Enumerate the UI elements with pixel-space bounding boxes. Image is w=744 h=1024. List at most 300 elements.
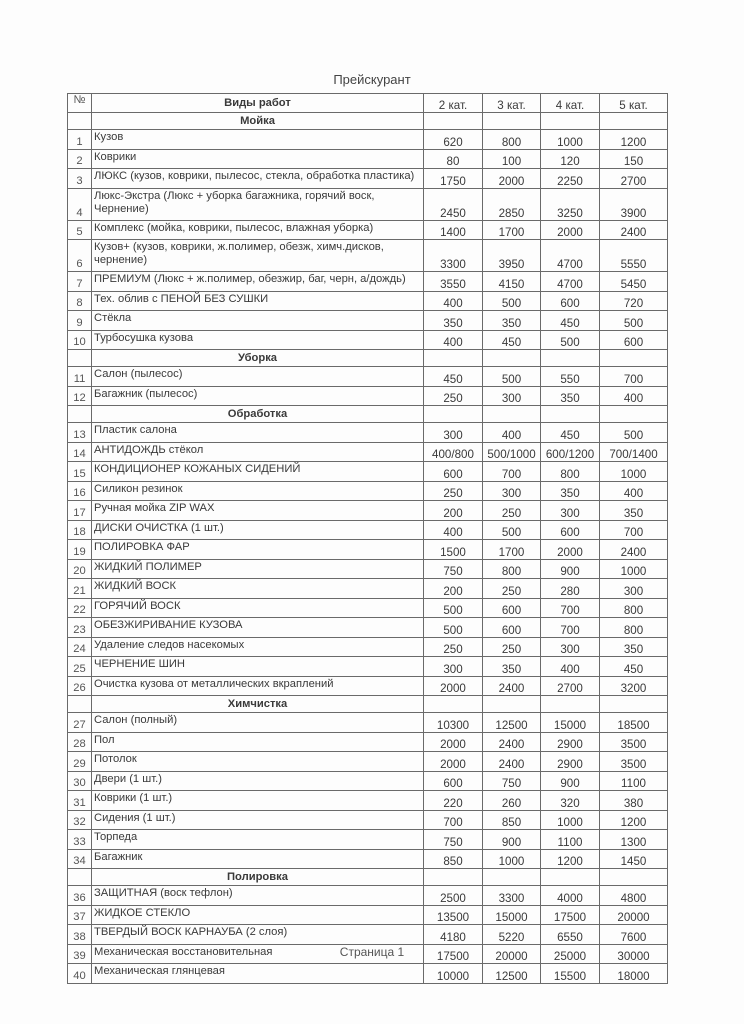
table-row xyxy=(68,925,668,945)
row-number: 34 xyxy=(68,849,92,869)
row-number: 39 xyxy=(68,944,92,964)
price-category-5: 3900 xyxy=(600,188,668,220)
price-category-2: 500 xyxy=(424,598,483,618)
price-category-4: 4700 xyxy=(541,240,600,272)
price-category-5: 300 xyxy=(600,579,668,599)
price-category-4: 600 xyxy=(541,520,600,540)
page-footer: Страница 1 xyxy=(339,945,405,959)
price-category-4: 280 xyxy=(541,579,600,599)
price-category-5: 720 xyxy=(600,291,668,311)
price-category-5: 700 xyxy=(600,367,668,387)
price-category-3: 3300 xyxy=(483,886,541,906)
price-category-3: 800 xyxy=(483,130,541,150)
price-category-5: 700/1400 xyxy=(600,442,668,462)
section-empty-cell xyxy=(541,869,600,886)
table-row xyxy=(68,964,668,984)
service-name: КОНДИЦИОНЕР КОЖАНЫХ СИДЕНИЙ xyxy=(92,462,424,482)
price-category-5: 3500 xyxy=(600,752,668,772)
table-row xyxy=(68,540,668,560)
service-name: Механическая глянцевая xyxy=(92,964,424,984)
price-category-5: 800 xyxy=(600,598,668,618)
price-category-2: 13500 xyxy=(424,905,483,925)
section-empty-cell xyxy=(541,350,600,367)
table-row xyxy=(68,462,668,482)
price-category-3: 20000 xyxy=(483,944,541,964)
header-service: Виды работ xyxy=(92,94,424,113)
price-category-4: 800 xyxy=(541,462,600,482)
row-number: 24 xyxy=(68,637,92,657)
table-row xyxy=(68,618,668,638)
price-category-4: 2250 xyxy=(541,169,600,189)
row-number: 40 xyxy=(68,964,92,984)
price-category-4: 300 xyxy=(541,501,600,521)
price-category-3: 3950 xyxy=(483,240,541,272)
service-name: Тех. облив с ПЕНОЙ БЕЗ СУШКИ xyxy=(92,291,424,311)
section-title: Полировка xyxy=(92,869,424,886)
section-title: Химчистка xyxy=(92,696,424,713)
section-row xyxy=(68,406,668,423)
price-category-2: 3550 xyxy=(424,272,483,292)
price-category-2: 400 xyxy=(424,330,483,350)
price-category-2: 2000 xyxy=(424,752,483,772)
price-category-5: 18000 xyxy=(600,964,668,984)
price-category-5: 400 xyxy=(600,386,668,406)
price-category-4: 400 xyxy=(541,657,600,677)
header-number: № xyxy=(68,94,92,113)
price-category-2: 4180 xyxy=(424,925,483,945)
section-empty-cell xyxy=(483,350,541,367)
service-name: ЛЮКС (кузов, коврики, пылесос, стекла, обработка пластика) xyxy=(92,169,424,189)
table-row xyxy=(68,272,668,292)
section-empty-cell xyxy=(483,869,541,886)
price-category-4: 1100 xyxy=(541,830,600,850)
price-category-3: 600 xyxy=(483,598,541,618)
row-number: 18 xyxy=(68,520,92,540)
section-empty-cell xyxy=(541,113,600,130)
price-category-2: 620 xyxy=(424,130,483,150)
price-category-4: 25000 xyxy=(541,944,600,964)
row-number: 7 xyxy=(68,272,92,292)
service-name: ОБЕЗЖИРИВАНИЕ КУЗОВА xyxy=(92,618,424,638)
price-category-2: 250 xyxy=(424,637,483,657)
row-number: 17 xyxy=(68,501,92,521)
row-number: 28 xyxy=(68,732,92,752)
row-number: 10 xyxy=(68,330,92,350)
table-row xyxy=(68,886,668,906)
row-number: 12 xyxy=(68,386,92,406)
price-category-2: 350 xyxy=(424,311,483,331)
price-category-5: 2400 xyxy=(600,220,668,240)
price-category-3: 500 xyxy=(483,367,541,387)
section-empty-cell xyxy=(483,113,541,130)
price-category-3: 700 xyxy=(483,462,541,482)
price-category-5: 500 xyxy=(600,311,668,331)
price-category-2: 1750 xyxy=(424,169,483,189)
price-category-4: 900 xyxy=(541,559,600,579)
service-name: Торпеда xyxy=(92,830,424,850)
price-category-3: 250 xyxy=(483,579,541,599)
price-category-3: 1700 xyxy=(483,540,541,560)
price-category-4: 450 xyxy=(541,423,600,443)
price-category-3: 500/1000 xyxy=(483,442,541,462)
service-name: ЖИДКИЙ ВОСК xyxy=(92,579,424,599)
price-category-3: 2850 xyxy=(483,188,541,220)
section-title: Уборка xyxy=(92,350,424,367)
section-empty-cell xyxy=(541,406,600,423)
header-category-5: 5 кат. xyxy=(600,94,668,113)
price-category-3: 260 xyxy=(483,791,541,811)
price-category-4: 2000 xyxy=(541,220,600,240)
table-row xyxy=(68,149,668,169)
service-name: ДИСКИ ОЧИСТКА (1 шт.) xyxy=(92,520,424,540)
price-category-5: 1200 xyxy=(600,130,668,150)
price-category-3: 2400 xyxy=(483,732,541,752)
price-category-3: 600 xyxy=(483,618,541,638)
row-number: 13 xyxy=(68,423,92,443)
price-category-5: 5450 xyxy=(600,272,668,292)
price-category-3: 900 xyxy=(483,830,541,850)
price-category-2: 250 xyxy=(424,386,483,406)
service-name: Удаление следов насекомых xyxy=(92,637,424,657)
service-name: ЧЕРНЕНИЕ ШИН xyxy=(92,657,424,677)
price-category-4: 15000 xyxy=(541,713,600,733)
price-category-5: 350 xyxy=(600,501,668,521)
price-category-4: 350 xyxy=(541,481,600,501)
price-category-3: 2400 xyxy=(483,676,541,696)
table-row xyxy=(68,810,668,830)
section-empty-cell xyxy=(424,113,483,130)
price-table-body xyxy=(68,113,668,984)
price-category-2: 400/800 xyxy=(424,442,483,462)
price-category-3: 4150 xyxy=(483,272,541,292)
price-category-2: 700 xyxy=(424,810,483,830)
row-number: 25 xyxy=(68,657,92,677)
price-category-5: 1100 xyxy=(600,771,668,791)
service-name: Механическая восстановительная xyxy=(92,944,424,964)
price-category-3: 12500 xyxy=(483,713,541,733)
price-category-5: 150 xyxy=(600,149,668,169)
price-category-5: 2400 xyxy=(600,540,668,560)
service-name: Кузов+ (кузов, коврики, ж.полимер, обезж, химч.дисков, чернение) xyxy=(92,240,424,272)
table-row xyxy=(68,579,668,599)
service-name: Пол xyxy=(92,732,424,752)
price-category-2: 80 xyxy=(424,149,483,169)
section-empty-cell xyxy=(600,696,668,713)
table-row xyxy=(68,752,668,772)
row-number: 16 xyxy=(68,481,92,501)
price-category-4: 1000 xyxy=(541,130,600,150)
price-category-4: 4700 xyxy=(541,272,600,292)
table-row xyxy=(68,367,668,387)
row-number: 27 xyxy=(68,713,92,733)
row-number: 22 xyxy=(68,598,92,618)
row-number: 5 xyxy=(68,220,92,240)
price-category-3: 450 xyxy=(483,330,541,350)
table-row xyxy=(68,791,668,811)
row-number: 8 xyxy=(68,291,92,311)
price-category-2: 600 xyxy=(424,462,483,482)
table-row xyxy=(68,291,668,311)
section-empty-cell xyxy=(424,350,483,367)
service-name: Салон (полный) xyxy=(92,713,424,733)
price-category-3: 250 xyxy=(483,501,541,521)
price-category-5: 1200 xyxy=(600,810,668,830)
row-number: 9 xyxy=(68,311,92,331)
price-category-4: 4000 xyxy=(541,886,600,906)
price-category-3: 300 xyxy=(483,386,541,406)
price-category-5: 450 xyxy=(600,657,668,677)
price-category-3: 850 xyxy=(483,810,541,830)
service-name: Сидения (1 шт.) xyxy=(92,810,424,830)
price-category-2: 200 xyxy=(424,501,483,521)
service-name: Люкс-Экстра (Люкс + уборка багажника, горячий воск, Чернение) xyxy=(92,188,424,220)
section-row xyxy=(68,696,668,713)
price-category-3: 2400 xyxy=(483,752,541,772)
price-category-4: 17500 xyxy=(541,905,600,925)
price-category-5: 800 xyxy=(600,618,668,638)
price-category-2: 2500 xyxy=(424,886,483,906)
price-category-5: 4800 xyxy=(600,886,668,906)
price-category-4: 700 xyxy=(541,618,600,638)
section-empty-cell xyxy=(483,406,541,423)
price-category-5: 500 xyxy=(600,423,668,443)
price-category-2: 220 xyxy=(424,791,483,811)
row-number: 38 xyxy=(68,925,92,945)
price-category-4: 600 xyxy=(541,291,600,311)
row-number: 20 xyxy=(68,559,92,579)
price-category-4: 300 xyxy=(541,637,600,657)
row-number: 11 xyxy=(68,367,92,387)
price-category-5: 30000 xyxy=(600,944,668,964)
service-name: ЖИДКИЙ ПОЛИМЕР xyxy=(92,559,424,579)
price-category-3: 12500 xyxy=(483,964,541,984)
price-category-2: 750 xyxy=(424,559,483,579)
table-row xyxy=(68,240,668,272)
price-category-4: 700 xyxy=(541,598,600,618)
price-category-4: 15500 xyxy=(541,964,600,984)
price-category-4: 350 xyxy=(541,386,600,406)
price-category-4: 2700 xyxy=(541,676,600,696)
price-category-4: 600/1200 xyxy=(541,442,600,462)
row-number: 37 xyxy=(68,905,92,925)
price-category-2: 2000 xyxy=(424,676,483,696)
price-category-5: 20000 xyxy=(600,905,668,925)
price-category-2: 250 xyxy=(424,481,483,501)
price-category-5: 7600 xyxy=(600,925,668,945)
service-name: Коврики (1 шт.) xyxy=(92,791,424,811)
price-category-4: 3250 xyxy=(541,188,600,220)
price-category-5: 3500 xyxy=(600,732,668,752)
price-table xyxy=(67,93,668,984)
table-row xyxy=(68,657,668,677)
row-number: 3 xyxy=(68,169,92,189)
service-name: Кузов xyxy=(92,130,424,150)
document-title: Прейскурант xyxy=(333,72,411,87)
service-name: ГОРЯЧИЙ ВОСК xyxy=(92,598,424,618)
price-category-3: 250 xyxy=(483,637,541,657)
section-row xyxy=(68,869,668,886)
service-name: АНТИДОЖДЬ стёкол xyxy=(92,442,424,462)
price-category-3: 100 xyxy=(483,149,541,169)
section-empty-cell xyxy=(600,869,668,886)
price-category-4: 1200 xyxy=(541,849,600,869)
table-row xyxy=(68,598,668,618)
price-category-4: 320 xyxy=(541,791,600,811)
service-name: Турбосушка кузова xyxy=(92,330,424,350)
price-category-4: 1000 xyxy=(541,810,600,830)
price-category-5: 18500 xyxy=(600,713,668,733)
price-category-3: 350 xyxy=(483,657,541,677)
price-category-3: 300 xyxy=(483,481,541,501)
price-category-2: 10300 xyxy=(424,713,483,733)
table-row xyxy=(68,330,668,350)
row-number: 36 xyxy=(68,886,92,906)
table-row xyxy=(68,169,668,189)
price-category-2: 450 xyxy=(424,367,483,387)
price-category-2: 400 xyxy=(424,291,483,311)
table-row xyxy=(68,713,668,733)
section-row xyxy=(68,113,668,130)
price-category-5: 5550 xyxy=(600,240,668,272)
price-category-5: 380 xyxy=(600,791,668,811)
row-number: 30 xyxy=(68,771,92,791)
price-category-4: 550 xyxy=(541,367,600,387)
table-row xyxy=(68,442,668,462)
table-row xyxy=(68,559,668,579)
price-category-2: 850 xyxy=(424,849,483,869)
table-row xyxy=(68,501,668,521)
price-category-3: 500 xyxy=(483,291,541,311)
price-category-2: 3300 xyxy=(424,240,483,272)
section-title: Обработка xyxy=(92,406,424,423)
price-category-2: 300 xyxy=(424,657,483,677)
price-category-5: 1450 xyxy=(600,849,668,869)
header-category-4: 4 кат. xyxy=(541,94,600,113)
price-category-3: 800 xyxy=(483,559,541,579)
table-row xyxy=(68,637,668,657)
price-category-3: 500 xyxy=(483,520,541,540)
service-name: Силикон резинок xyxy=(92,481,424,501)
table-row xyxy=(68,830,668,850)
price-category-4: 6550 xyxy=(541,925,600,945)
service-name: Стёкла xyxy=(92,311,424,331)
table-row xyxy=(68,220,668,240)
service-name: Багажник (пылесос) xyxy=(92,386,424,406)
section-number-cell xyxy=(68,696,92,713)
row-number: 31 xyxy=(68,791,92,811)
service-name: Багажник xyxy=(92,849,424,869)
price-category-4: 2900 xyxy=(541,732,600,752)
price-category-5: 350 xyxy=(600,637,668,657)
price-category-3: 15000 xyxy=(483,905,541,925)
section-empty-cell xyxy=(483,696,541,713)
price-category-2: 200 xyxy=(424,579,483,599)
price-category-3: 750 xyxy=(483,771,541,791)
table-row xyxy=(68,849,668,869)
table-row xyxy=(68,423,668,443)
price-category-2: 750 xyxy=(424,830,483,850)
service-name: ПРЕМИУМ (Люкс + ж.полимер, обезжир, баг, черн, а/дождь) xyxy=(92,272,424,292)
price-category-2: 600 xyxy=(424,771,483,791)
price-category-2: 17500 xyxy=(424,944,483,964)
price-category-3: 2000 xyxy=(483,169,541,189)
table-row xyxy=(68,676,668,696)
price-category-5: 1300 xyxy=(600,830,668,850)
price-category-2: 2450 xyxy=(424,188,483,220)
price-category-3: 350 xyxy=(483,311,541,331)
price-category-4: 2000 xyxy=(541,540,600,560)
table-row xyxy=(68,188,668,220)
section-empty-cell xyxy=(541,696,600,713)
service-name: ЖИДКОЕ СТЕКЛО xyxy=(92,905,424,925)
table-row xyxy=(68,481,668,501)
table-row xyxy=(68,732,668,752)
section-empty-cell xyxy=(600,406,668,423)
section-empty-cell xyxy=(424,406,483,423)
price-category-3: 1700 xyxy=(483,220,541,240)
price-category-2: 10000 xyxy=(424,964,483,984)
service-name: Ручная мойка ZIP WAX xyxy=(92,501,424,521)
price-category-4: 2900 xyxy=(541,752,600,772)
service-name: Очистка кузова от металлических вкраплений xyxy=(92,676,424,696)
table-header-row xyxy=(68,94,668,113)
row-number: 2 xyxy=(68,149,92,169)
header-category-2: 2 кат. xyxy=(424,94,483,113)
row-number: 14 xyxy=(68,442,92,462)
service-name: ЗАЩИТНАЯ (воск тефлон) xyxy=(92,886,424,906)
row-number: 23 xyxy=(68,618,92,638)
price-category-3: 1000 xyxy=(483,849,541,869)
section-row xyxy=(68,350,668,367)
price-category-5: 2700 xyxy=(600,169,668,189)
price-category-2: 1400 xyxy=(424,220,483,240)
price-category-3: 400 xyxy=(483,423,541,443)
price-category-4: 450 xyxy=(541,311,600,331)
price-category-5: 700 xyxy=(600,520,668,540)
section-empty-cell xyxy=(424,696,483,713)
table-row xyxy=(68,905,668,925)
price-category-2: 400 xyxy=(424,520,483,540)
price-category-5: 3200 xyxy=(600,676,668,696)
price-category-4: 900 xyxy=(541,771,600,791)
service-name: ТВЕРДЫЙ ВОСК КАРНАУБА (2 слоя) xyxy=(92,925,424,945)
section-number-cell xyxy=(68,113,92,130)
service-name: ПОЛИРОВКА ФАР xyxy=(92,540,424,560)
section-empty-cell xyxy=(424,869,483,886)
section-number-cell xyxy=(68,350,92,367)
service-name: Коврики xyxy=(92,149,424,169)
section-number-cell xyxy=(68,406,92,423)
price-category-3: 5220 xyxy=(483,925,541,945)
service-name: Пластик салона xyxy=(92,423,424,443)
row-number: 1 xyxy=(68,130,92,150)
service-name: Двери (1 шт.) xyxy=(92,771,424,791)
service-name: Салон (пылесос) xyxy=(92,367,424,387)
table-row xyxy=(68,771,668,791)
row-number: 32 xyxy=(68,810,92,830)
price-category-2: 500 xyxy=(424,618,483,638)
price-category-2: 1500 xyxy=(424,540,483,560)
service-name: Потолок xyxy=(92,752,424,772)
row-number: 19 xyxy=(68,540,92,560)
row-number: 26 xyxy=(68,676,92,696)
price-category-5: 400 xyxy=(600,481,668,501)
section-title: Мойка xyxy=(92,113,424,130)
row-number: 29 xyxy=(68,752,92,772)
price-category-5: 1000 xyxy=(600,462,668,482)
row-number: 15 xyxy=(68,462,92,482)
price-category-4: 120 xyxy=(541,149,600,169)
